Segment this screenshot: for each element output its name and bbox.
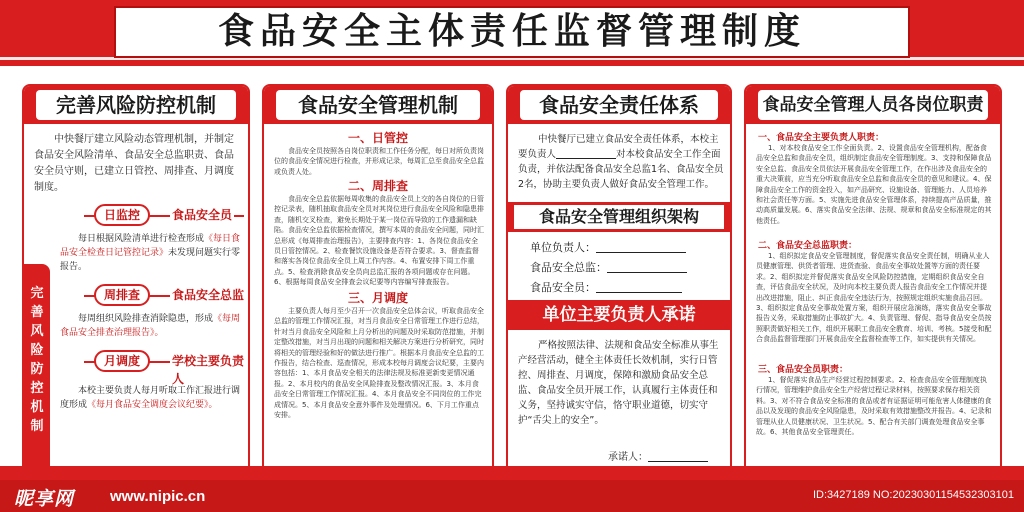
panel-intro: 中快餐厅建立风险动态管理机制，并制定食品安全风险清单、食品安全总监职责、食品安全员守则，已建立日管控、周排查、月调度制度。 xyxy=(34,134,234,193)
watermark-footer xyxy=(0,480,1024,512)
panel-title: 完善风险防控机制 xyxy=(36,90,236,120)
section-title: 二、周排查 xyxy=(347,179,408,193)
tag-monthly: 月调度 xyxy=(94,350,150,372)
panel-header xyxy=(22,84,250,124)
commit-text: 严格按照法律、法规和食品安全标准从事生产经营活动，健全主体责任长效机制，实行日管控、周排查、月调度，保障和激励食品安全总监、食品安全员开展工作，认真履行主体责任和义务，坚持诚实守信，恪守职业道德，切实守护“舌尖上的安全”。 xyxy=(518,340,719,426)
blank-line xyxy=(556,147,616,159)
footer-bar xyxy=(0,466,1024,480)
section-body: 食品安全员按照各自岗位职责和工作任务分配，每日对所负责岗位的食品安全情况进行检查，并形成记录，每周汇总至食品安全总监或负责人处。 xyxy=(274,147,484,176)
item-text: 每日根据风险清单进行检查形成《每日食品安全检查日记管控记录》未发现问题实行零报告。 xyxy=(60,234,241,272)
section-body: 主要负责人每月至少召开一次食品安全总体会议，听取食品安全总监的管理工作情况汇报，对当月食品安全日常管理工作进行总结，针对当月食品安全风险和上月分析出的问题及时采取防范措施，并制定整改措施，对当月出现的问题和相关解决方案进行分析研究，同时将相关的管理经验和好的做法进行推广。根据本月食品安全总监的工作报告，结合检查、巡查情况，形成本校每月调度会议纪要，主要内容包括：1、本月食品安全相关的法律法规及标准更新变更情况通报。2、本月校内的食品安全风险排查及整改情况汇报。3、本月食品安全日常管理工作情况汇报。4、本月食品安全不同岗位的工作完成情况。5、本月食品安全意外事件及处理情况。6、下月工作重点安排。 xyxy=(274,307,484,420)
signer: 承诺人： xyxy=(608,450,708,466)
panel-position-duties xyxy=(744,84,1002,476)
role-daily: 食品安全员 xyxy=(172,208,233,222)
commit-title: 单位主要负责人承诺 xyxy=(542,305,696,325)
item-text: 本校主要负责人每月听取工作汇报进行调度形成《每月食品安全调度会议纪要》。 xyxy=(60,386,241,410)
org-banner xyxy=(506,202,732,232)
panel-title: 食品安全管理人员各岗位职责 xyxy=(758,90,988,120)
panel-header xyxy=(506,84,732,124)
panel-management-mechanism xyxy=(262,84,494,476)
section-body: 1、对本校食品安全工作全面负责。2、设置食品安全管理机构，配备食品安全总监和食品安全员，组织制定食品安全管理制度。3、支持和保障食品安全总监、食品安全员依法开展食品安全管理工作，在作出涉及食品安全的重大决策前，应当充分听取食品安全总监和食品安全员的意见和建议。4、保障食品安全工作的资金投入，如产品研究、设施设备、管理能力、人员培养和社会责任等方面。5、实施先进食品安全管理体系，持续提高产品质量，推动高质量发展。6、落实食品安全法律、法规、规章和食品安全标准规定的其他责任。 xyxy=(756,144,992,225)
panel-risk-control xyxy=(22,84,250,476)
org-title: 食品安全管理组织架构 xyxy=(514,205,724,229)
panel-header xyxy=(744,84,1002,124)
tag-weekly: 周排查 xyxy=(94,284,150,306)
watermark-site[interactable]: www.nipic.cn xyxy=(110,488,206,505)
panel-header xyxy=(262,84,494,124)
org-rows: 单位负责人： 食品安全总监： 食品安全员： xyxy=(530,238,687,298)
watermark-id: ID:3427189 NO:20230301154532303101 xyxy=(812,489,1014,501)
commit-banner xyxy=(506,300,732,330)
page-title: 食品安全主体责任监督管理制度 xyxy=(217,11,806,52)
section-body: 1、督促落实食品生产经营过程控制要求。2、检查食品安全管理制度执行情况，管理维护食品安全生产经营过程记录材料，按照要求保存相关资料。3、对不符合食品安全标准的食品或者有证据证明可能危害人体健康的食品以及发现的食品安全风险隐患，及时采取有效措施整改并报告。4、记录和管理从业人员健康状况、卫生状况。5、配合有关部门调查处理食品安全事故。6、其他食品安全管理责任。 xyxy=(756,376,992,437)
header-bar xyxy=(0,0,1024,66)
panel-title: 食品安全责任体系 xyxy=(520,90,718,120)
tag-daily: 日监控 xyxy=(94,204,150,226)
section-body: 1、组织拟定食品安全管理制度，督促落实食品安全责任制，明确从业人员健康管理、供货者管理、进货查验、食品安全事故处置等方面的责任要求。2、组织拟定并督促落实食品安全风险防控措施，定期组织食品安全自查，评估食品安全状况，及时向本校主要负责人报告食品安全工作情况并提出改进措施，阻止、纠正食品安全违法行为，按照规定组织实施食品召回。3、组织拟定食品安全事故处置方案，组织开展应急演练，落实食品安全事故报告义务，采取措施防止事故扩大。4、负责管理、督促、指导食品安全员按照职责做好相关工作，组织开展职工食品安全教育、培训、考核。5接受和配合食品监督管理部门开展食品安全监督检查等工作，如实提供有关情况。 xyxy=(756,252,992,344)
side-label: 完善风险防控机制 xyxy=(30,286,44,434)
item-text: 每周组织风险排查消除隐患，形成《每周食品安全排查治理报告》。 xyxy=(60,314,241,338)
side-label-strip xyxy=(24,264,50,476)
section-body: 食品安全总监依据每周收集的食品安全员上交的各自岗位的日管控记录表，随机抽取食品安全员对其岗位进行食品安全风险和隐患排查，随机交叉检查，避免长期处于某一岗位而导致的工作遗漏和缺陷。食品安全总监依据检查情况，撰写本周的食品安全问题，同时汇总形成《每周排查治理报告》，主要排查内容：1、各岗位食品安全员日管控情况。2、检查餐饮设施设备是否符合要求。3、督查监督和落实各岗位食品安全员上周工作内容。4、布置安排下周工作重点。5、检查消除食品安全员向总监汇报的各项问题或存在问题。6、根据每周食品安全排查会议纪要等内容编写排查报告。 xyxy=(274,195,484,287)
section-title: 二、食品安全总监职责： xyxy=(758,241,858,251)
section-title: 一、食品安全主要负责人职责： xyxy=(758,133,885,143)
panel-responsibility-system xyxy=(506,84,732,476)
header-stripe xyxy=(0,57,1024,60)
panel-title: 食品安全管理机制 xyxy=(276,90,480,120)
title-box xyxy=(116,8,908,56)
section-title: 三、食品安全员职责： xyxy=(758,365,849,375)
role-monthly: 学校主要负责人 xyxy=(170,352,248,388)
role-weekly: 食品安全总监 xyxy=(172,288,245,302)
responsibility-text: 中快餐厅已建立食品安全责任体系，本校主要负责人 对本校食品安全工作全面负责，并依法配备食品安全总监1名、食品安全员2名，协助主要负责人做好食品安全管理工作。 xyxy=(518,134,724,190)
watermark-logo: 昵享网 xyxy=(14,488,75,510)
section-title: 一、日管控 xyxy=(347,131,408,145)
section-title: 三、月调度 xyxy=(347,291,408,305)
